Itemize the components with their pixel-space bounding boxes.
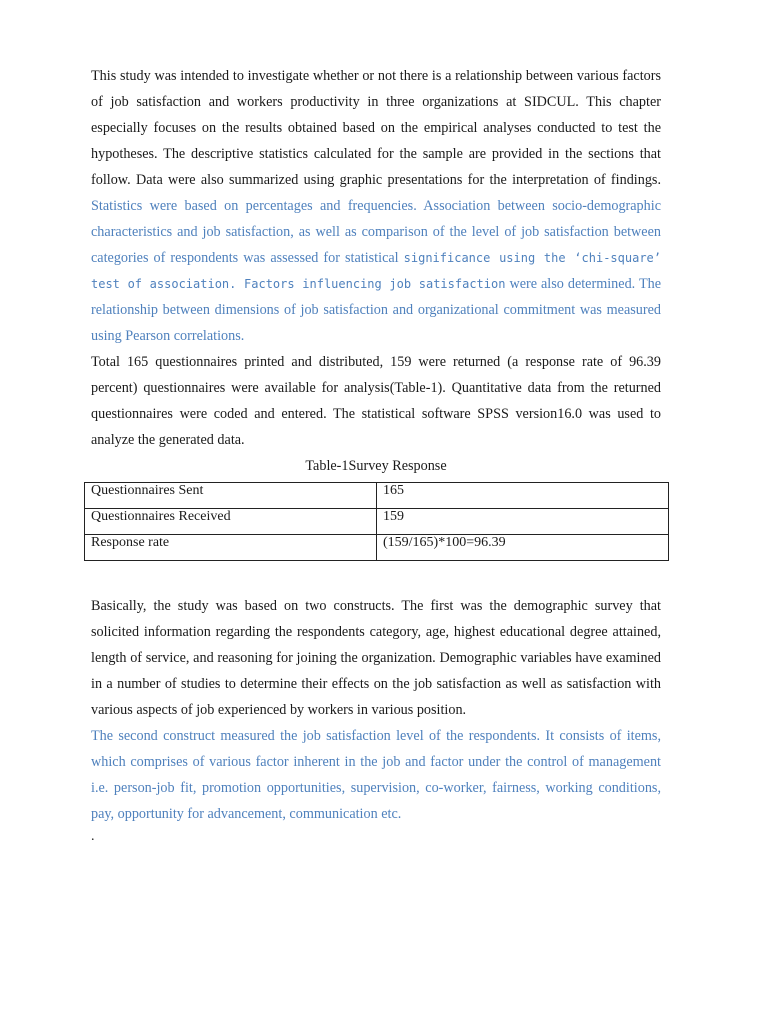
table-cell-label: Questionnaires Received bbox=[85, 509, 377, 535]
table-cell-label: Questionnaires Sent bbox=[85, 483, 377, 509]
intro-paragraph bbox=[91, 63, 661, 349]
table-row bbox=[85, 483, 669, 509]
table-caption: Table-1Survey Response bbox=[305, 458, 447, 474]
methods-text-highlighted: Statistics were based on percentages and frequencies. Association between socio-demographic characteristics and job satisfaction, as well as comparison of the level of job satisfaction between categories of respondents was assessed for statistical bbox=[91, 198, 661, 266]
spacer bbox=[91, 561, 661, 593]
table-cell-label: Response rate bbox=[85, 535, 377, 561]
table-cell-value: 165 bbox=[377, 483, 669, 509]
document-page bbox=[91, 63, 661, 847]
constructs-paragraph: Basically, the study was based on two constructs. The first was the demographic survey that solicited information regarding the respondents category, age, highest educational degree attained, length of service, and reasoning for joining the organization. Demographic variables have examined in a number of studies to determine their effects on the job satisfaction as well as satisfaction with various aspects of job experienced by workers in various position. bbox=[91, 598, 661, 718]
correlation-text-highlighted: were also determined. The relationship between dimensions of job satisfaction and organizational commitment was measured using Pearson correlations. bbox=[91, 276, 661, 344]
survey-response-table bbox=[84, 482, 669, 561]
table-row bbox=[85, 509, 669, 535]
table-cell-value: 159 bbox=[377, 509, 669, 535]
trailing-dot: . bbox=[91, 829, 95, 844]
chi-square-text-highlighted: significance using the ‘chi-square’ test of association. Factors influencing job satisfaction bbox=[91, 251, 661, 291]
second-construct-paragraph: The second construct measured the job satisfaction level of the respondents. It consists of items, which comprises of various factor inherent in the job and factor under the control of management i.e. person-job fit, promotion opportunities, supervision, co-worker, fairness, working conditions, pay, opportunity for advancement, communication etc. bbox=[91, 728, 661, 822]
response-paragraph: Total 165 questionnaires printed and distributed, 159 were returned (a response rate of 96.39 percent) questionnaires were available for analysis(Table-1). Quantitative data from the returned questionnaires were coded and entered. The statistical software SPSS version16.0 was used to analyze the generated data. bbox=[91, 354, 661, 448]
table-row bbox=[85, 535, 669, 561]
table-cell-value: (159/165)*100=96.39 bbox=[377, 535, 669, 561]
intro-text: This study was intended to investigate whether or not there is a relationship between various factors of job satisfaction and workers productivity in three organizations at SIDCUL. This chapter especially focuses on the results obtained based on the empirical analyses conducted to test the hypotheses. The descriptive statistics calculated for the sample are provided in the sections that follow. Data were also summarized using graphic presentations for the interpretation of findings. bbox=[91, 68, 661, 188]
